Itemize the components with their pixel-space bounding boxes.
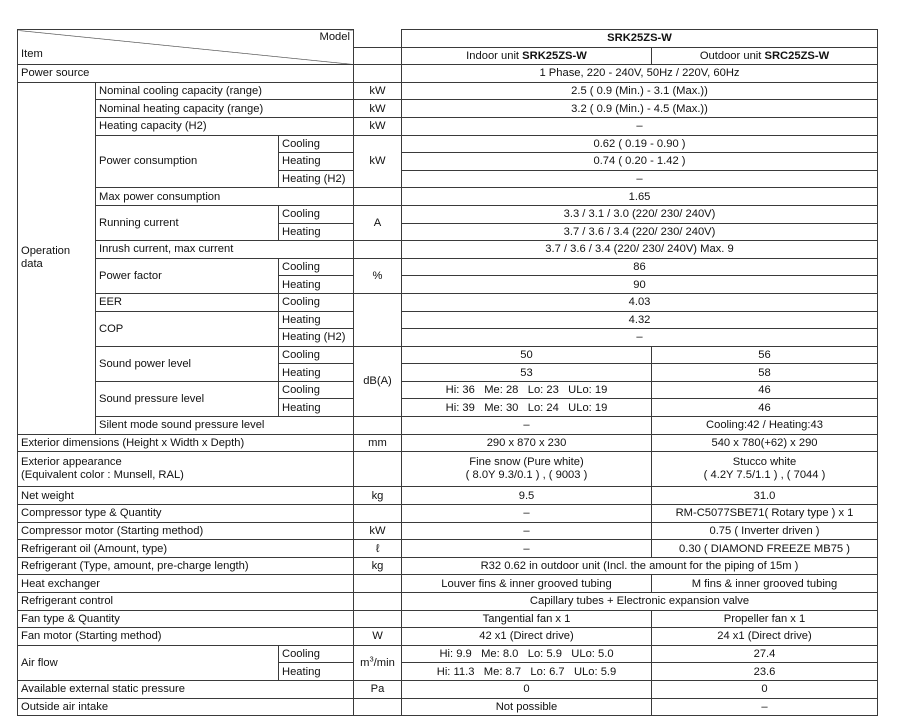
compressor-outdoor: RM-C5077SBE71( Rotary type ) x 1 xyxy=(652,505,878,523)
mode-cell: Heating xyxy=(279,276,354,294)
unit-cell: mm xyxy=(354,434,402,452)
table-row xyxy=(18,381,878,399)
sound-power-label: Sound power level xyxy=(96,346,279,381)
sound-pressure-heating-indoor: Hi: 39 Me: 30 Lo: 24 ULo: 19 xyxy=(402,399,652,417)
unit-cell: ℓ xyxy=(354,540,402,558)
table-row xyxy=(18,293,878,311)
unit-cell: A xyxy=(354,205,402,240)
compressor-label: Compressor type & Quantity xyxy=(18,505,354,523)
table-row xyxy=(18,540,878,558)
indoor-unit-header: Indoor unit SRK25ZS-W xyxy=(402,47,652,65)
table-row xyxy=(18,593,878,611)
mode-cell: Heating (H2) xyxy=(279,170,354,188)
mode-cell: Heating xyxy=(279,223,354,241)
unit-cell: kW xyxy=(354,117,402,135)
static-pressure-label: Available external static pressure xyxy=(18,680,354,698)
power-consumption-cooling: 0.62 ( 0.19 - 0.90 ) xyxy=(402,135,878,153)
table-row xyxy=(18,117,878,135)
refrigerant-label: Refrigerant (Type, amount, pre-charge length) xyxy=(18,557,354,575)
silent-mode-outdoor: Cooling:42 / Heating:43 xyxy=(652,417,878,435)
mode-cell: Cooling xyxy=(279,645,354,663)
power-source-label: Power source xyxy=(18,65,354,83)
table-row xyxy=(18,557,878,575)
refrigerant-oil-outdoor: 0.30 ( DIAMOND FREEZE MB75 ) xyxy=(652,540,878,558)
table-row xyxy=(18,628,878,646)
table-row xyxy=(18,434,878,452)
table-row xyxy=(18,680,878,698)
power-source-value: 1 Phase, 220 - 240V, 50Hz / 220V, 60Hz xyxy=(402,65,878,83)
mode-cell: Heating xyxy=(279,364,354,382)
power-consumption-label: Power consumption xyxy=(96,135,279,188)
cop-heating: 4.32 xyxy=(402,311,878,329)
fan-motor-outdoor: 24 x1 (Direct drive) xyxy=(652,628,878,646)
silent-mode-label: Silent mode sound pressure level xyxy=(96,417,354,435)
appearance-indoor: Fine snow (Pure white) ( 8.0Y 9.3/0.1 ) , ( 9003 ) xyxy=(402,452,652,487)
silent-mode-indoor: – xyxy=(402,417,652,435)
table-row xyxy=(18,188,878,206)
table-row xyxy=(18,610,878,628)
fan-type-indoor: Tangential fan x 1 xyxy=(402,610,652,628)
unit-cell: kg xyxy=(354,487,402,505)
mode-cell: Cooling xyxy=(279,381,354,399)
inrush-value: 3.7 / 3.6 / 3.4 (220/ 230/ 240V) Max. 9 xyxy=(402,241,878,259)
nominal-heating-value: 3.2 ( 0.9 (Min.) - 4.5 (Max.)) xyxy=(402,100,878,118)
fan-motor-indoor: 42 x1 (Direct drive) xyxy=(402,628,652,646)
mode-cell: Cooling xyxy=(279,258,354,276)
cop-label: COP xyxy=(96,311,279,346)
table-row xyxy=(18,417,878,435)
sound-power-cooling-indoor: 50 xyxy=(402,346,652,364)
model-name: SRK25ZS-W xyxy=(402,30,878,48)
compressor-motor-label: Compressor motor (Starting method) xyxy=(18,522,354,540)
table-row xyxy=(18,135,878,153)
net-weight-indoor: 9.5 xyxy=(402,487,652,505)
refrigerant-oil-label: Refrigerant oil (Amount, type) xyxy=(18,540,354,558)
table-row xyxy=(18,452,878,487)
air-flow-cooling-outdoor: 27.4 xyxy=(652,645,878,663)
fan-type-outdoor: Propeller fan x 1 xyxy=(652,610,878,628)
compressor-indoor: – xyxy=(402,505,652,523)
static-pressure-indoor: 0 xyxy=(402,680,652,698)
header-spacer-2 xyxy=(354,47,402,65)
unit-cell: kW xyxy=(354,100,402,118)
appearance-label: Exterior appearance (Equivalent color : Munsell, RAL) xyxy=(18,452,354,487)
cop-h2: – xyxy=(402,329,878,347)
heat-exchanger-indoor: Louver fins & inner grooved tubing xyxy=(402,575,652,593)
mode-cell: Heating xyxy=(279,399,354,417)
sound-pressure-cooling-outdoor: 46 xyxy=(652,381,878,399)
unit-cell: W xyxy=(354,628,402,646)
static-pressure-outdoor: 0 xyxy=(652,680,878,698)
unit-cell: Pa xyxy=(354,680,402,698)
max-power-value: 1.65 xyxy=(402,188,878,206)
mode-cell: Heating xyxy=(279,311,354,329)
operation-data-label: Operation data xyxy=(18,82,96,434)
air-flow-heating-indoor: Hi: 11.3 Me: 8.7 Lo: 6.7 ULo: 5.9 xyxy=(402,663,652,681)
outdoor-unit-header: Outdoor unit SRC25ZS-W xyxy=(652,47,878,65)
net-weight-label: Net weight xyxy=(18,487,354,505)
heat-exchanger-outdoor: M fins & inner grooved tubing xyxy=(652,575,878,593)
sound-pressure-label: Sound pressure level xyxy=(96,381,279,416)
table-row xyxy=(18,698,878,716)
table-row xyxy=(18,82,878,100)
power-consumption-h2: – xyxy=(402,170,878,188)
model-label: Model xyxy=(319,31,350,43)
table-row xyxy=(18,205,878,223)
running-current-cooling: 3.3 / 3.1 / 3.0 (220/ 230/ 240V) xyxy=(402,205,878,223)
table-row xyxy=(18,311,878,329)
fan-type-label: Fan type & Quantity xyxy=(18,610,354,628)
sound-power-heating-indoor: 53 xyxy=(402,364,652,382)
mode-cell: Heating (H2) xyxy=(279,329,354,347)
nominal-cooling-value: 2.5 ( 0.9 (Min.) - 3.1 (Max.)) xyxy=(402,82,878,100)
table-row xyxy=(18,65,878,83)
power-factor-heating: 90 xyxy=(402,276,878,294)
outside-air-outdoor: – xyxy=(652,698,878,716)
nominal-heating-label: Nominal heating capacity (range) xyxy=(96,100,354,118)
mode-cell: Cooling xyxy=(279,293,354,311)
mode-cell: Cooling xyxy=(279,346,354,364)
dimensions-indoor: 290 x 870 x 230 xyxy=(402,434,652,452)
fan-motor-label: Fan motor (Starting method) xyxy=(18,628,354,646)
unit-cell: kW xyxy=(354,135,402,188)
inrush-label: Inrush current, max current xyxy=(96,241,354,259)
eer-value: 4.03 xyxy=(402,293,878,311)
spec-table xyxy=(17,29,878,716)
table-header-row xyxy=(18,30,878,48)
unit-cell: $m^3/\min$ xyxy=(354,645,402,680)
mode-cell: Heating xyxy=(279,663,354,681)
running-current-heating: 3.7 / 3.6 / 3.4 (220/ 230/ 240V) xyxy=(402,223,878,241)
nominal-cooling-label: Nominal cooling capacity (range) xyxy=(96,82,354,100)
sound-pressure-cooling-indoor: Hi: 36 Me: 28 Lo: 23 ULo: 19 xyxy=(402,381,652,399)
mode-cell: Heating xyxy=(279,153,354,171)
refrigerant-control-label: Refrigerant control xyxy=(18,593,354,611)
table-row xyxy=(18,575,878,593)
table-row xyxy=(18,505,878,523)
power-factor-label: Power factor xyxy=(96,258,279,293)
appearance-outdoor: Stucco white ( 4.2Y 7.5/1.1 ) , ( 7044 ) xyxy=(652,452,878,487)
compressor-motor-indoor: – xyxy=(402,522,652,540)
net-weight-outdoor: 31.0 xyxy=(652,487,878,505)
air-flow-heating-outdoor: 23.6 xyxy=(652,663,878,681)
power-factor-cooling: 86 xyxy=(402,258,878,276)
sound-pressure-heating-outdoor: 46 xyxy=(652,399,878,417)
running-current-label: Running current xyxy=(96,205,279,240)
outside-air-indoor: Not possible xyxy=(402,698,652,716)
dimensions-label: Exterior dimensions (Height x Width x Depth) xyxy=(18,434,354,452)
table-row xyxy=(18,522,878,540)
unit-cell: dB(A) xyxy=(354,346,402,416)
unit-cell: kg xyxy=(354,557,402,575)
sound-power-cooling-outdoor: 56 xyxy=(652,346,878,364)
item-label: Item xyxy=(21,48,43,60)
mode-cell: Cooling xyxy=(279,205,354,223)
item-model-header xyxy=(18,30,354,65)
power-consumption-heating: 0.74 ( 0.20 - 1.42 ) xyxy=(402,153,878,171)
refrigerant-oil-indoor: – xyxy=(402,540,652,558)
unit-cell: kW xyxy=(354,82,402,100)
heating-h2-value: – xyxy=(402,117,878,135)
heat-exchanger-label: Heat exchanger xyxy=(18,575,354,593)
table-row xyxy=(18,241,878,259)
max-power-label: Max power consumption xyxy=(96,188,354,206)
outside-air-label: Outside air intake xyxy=(18,698,354,716)
table-row xyxy=(18,346,878,364)
table-row xyxy=(18,258,878,276)
heating-h2-label: Heating capacity (H2) xyxy=(96,117,354,135)
table-row xyxy=(18,100,878,118)
compressor-motor-outdoor: 0.75 ( Inverter driven ) xyxy=(652,522,878,540)
sound-power-heating-outdoor: 58 xyxy=(652,364,878,382)
dimensions-outdoor: 540 x 780(+62) x 290 xyxy=(652,434,878,452)
table-row xyxy=(18,645,878,663)
mode-cell: Cooling xyxy=(279,135,354,153)
eer-label: EER xyxy=(96,293,279,311)
refrigerant-value: R32 0.62 in outdoor unit (Incl. the amount for the piping of 15m ) xyxy=(402,557,878,575)
table-row xyxy=(18,487,878,505)
header-spacer xyxy=(354,30,402,48)
air-flow-label: Air flow xyxy=(18,645,279,680)
refrigerant-control-value: Capillary tubes + Electronic expansion valve xyxy=(402,593,878,611)
unit-cell: kW xyxy=(354,522,402,540)
unit-cell: % xyxy=(354,258,402,293)
air-flow-cooling-indoor: Hi: 9.9 Me: 8.0 Lo: 5.9 ULo: 5.0 xyxy=(402,645,652,663)
